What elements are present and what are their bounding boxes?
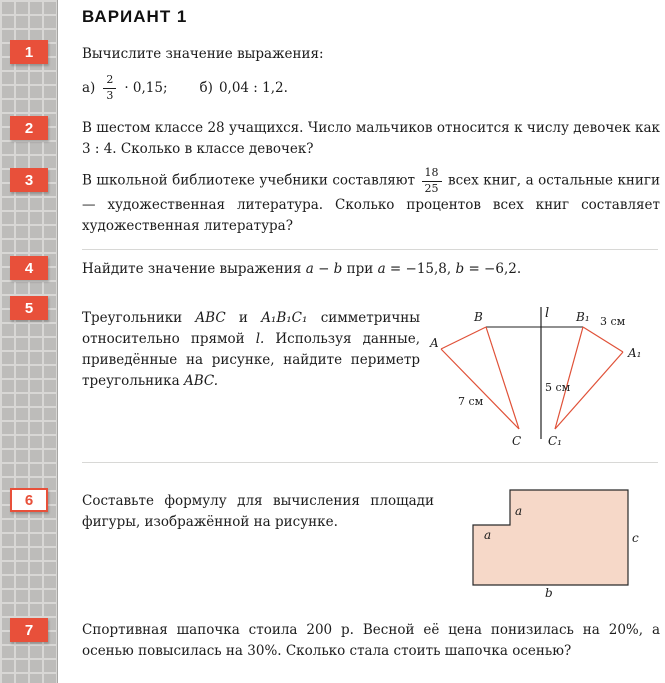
problem-4-segment: при	[346, 261, 374, 277]
triangle-a1b1c1	[555, 327, 623, 429]
math-expression: a − b	[305, 261, 343, 277]
triangle-abc-name: ABC.	[183, 373, 219, 389]
problem-4-text	[82, 259, 660, 280]
side-label-a-horizontal: a	[484, 528, 492, 542]
problem-5-text	[82, 308, 420, 392]
page-title: ВАРИАНТ 1	[82, 7, 188, 26]
section-divider	[82, 462, 658, 463]
side-label-c: c	[632, 531, 639, 545]
problem-1-intro: Вычислите значение выражения:	[82, 46, 324, 62]
fraction-denominator: 25	[424, 181, 439, 195]
problem-1-number: 1	[10, 40, 48, 64]
problem-7-text: Спортивная шапочка стоила 200 р. Весной её цена понизилась на 20%, а осенью повысилась на 30%. Сколько стала стоить шапочка осенью?	[82, 622, 660, 659]
problem-4-segment: Найдите значение выражения	[82, 261, 302, 277]
variable-a: a	[377, 261, 386, 277]
dimension-5cm: 5 см	[545, 381, 571, 394]
point-label-c1: C₁	[548, 434, 562, 448]
triangle-a1b1c1-name: A₁B₁C₁	[261, 310, 308, 326]
point-label-c: C	[512, 434, 522, 448]
item-b-expression: 0,04 : 1,2.	[218, 80, 288, 96]
problem-3-text	[82, 167, 660, 237]
dimension-7cm: 7 см	[458, 395, 484, 408]
section-divider	[82, 249, 658, 250]
side-label-a-vertical: a	[515, 504, 523, 518]
triangle-abc-name: ABC	[195, 310, 226, 326]
fraction-18-25	[422, 167, 442, 195]
problem-3-number: 3	[10, 168, 48, 192]
triangle-abc	[441, 327, 519, 429]
problem-5-segment: симметричны относительно прямой	[82, 310, 421, 347]
point-label-b1: B₁	[576, 310, 590, 324]
problem-5-number: 5	[10, 296, 48, 320]
value-a: = −15,8,	[389, 261, 452, 277]
point-label-a1: A₁	[628, 346, 642, 360]
problem-7-number: 7	[10, 618, 48, 642]
area-figure	[471, 487, 649, 602]
item-a-expression: · 0,15;	[124, 80, 168, 96]
problem-2-text: В шестом классе 28 учащихся. Число мальчиков относится к числу девочек как 3 : 4. Сколько в классе девочек?	[82, 120, 660, 157]
axis-label-l: l	[545, 306, 550, 321]
symmetry-figure	[428, 303, 665, 455]
point-label-b: B	[474, 310, 483, 324]
problem-6-number: 6	[10, 488, 48, 512]
page-edge-texture	[0, 0, 58, 683]
problem-3-text-after: всех книг, а остальные книги — художественная литература. Сколько процентов всех книг составляет художественная литература?	[82, 172, 660, 235]
line-l-name: l.	[255, 331, 265, 347]
problem-5-segment: и	[238, 310, 248, 326]
item-a-label: а)	[82, 80, 96, 96]
point-label-a: A	[430, 336, 439, 350]
problem-5-segment: Используя данные, приведённые на рисунке, найдите периметр треугольника	[82, 331, 420, 389]
item-b-label: б)	[199, 80, 213, 96]
fraction-numerator: 2	[103, 74, 116, 89]
problem-4-number: 4	[10, 256, 48, 280]
fraction-numerator: 18	[422, 167, 442, 182]
problem-5-segment: Треугольники	[82, 310, 183, 326]
problem-3-text-before: В школьной библиотеке учебники составляют	[82, 172, 416, 189]
problem-2-number: 2	[10, 116, 48, 140]
dimension-3cm: 3 см	[600, 315, 626, 328]
fraction-denominator: 3	[106, 88, 114, 102]
fraction-two-thirds	[103, 74, 116, 102]
side-label-b: b	[545, 586, 553, 600]
variable-b: b	[455, 261, 465, 277]
l-shaped-polygon	[473, 490, 628, 585]
value-b: = −6,2.	[468, 261, 522, 277]
problem-6-text: Составьте формулу для вычисления площади фигуры, изображённой на рисунке.	[82, 493, 434, 530]
problem-1-expressions	[82, 72, 288, 104]
